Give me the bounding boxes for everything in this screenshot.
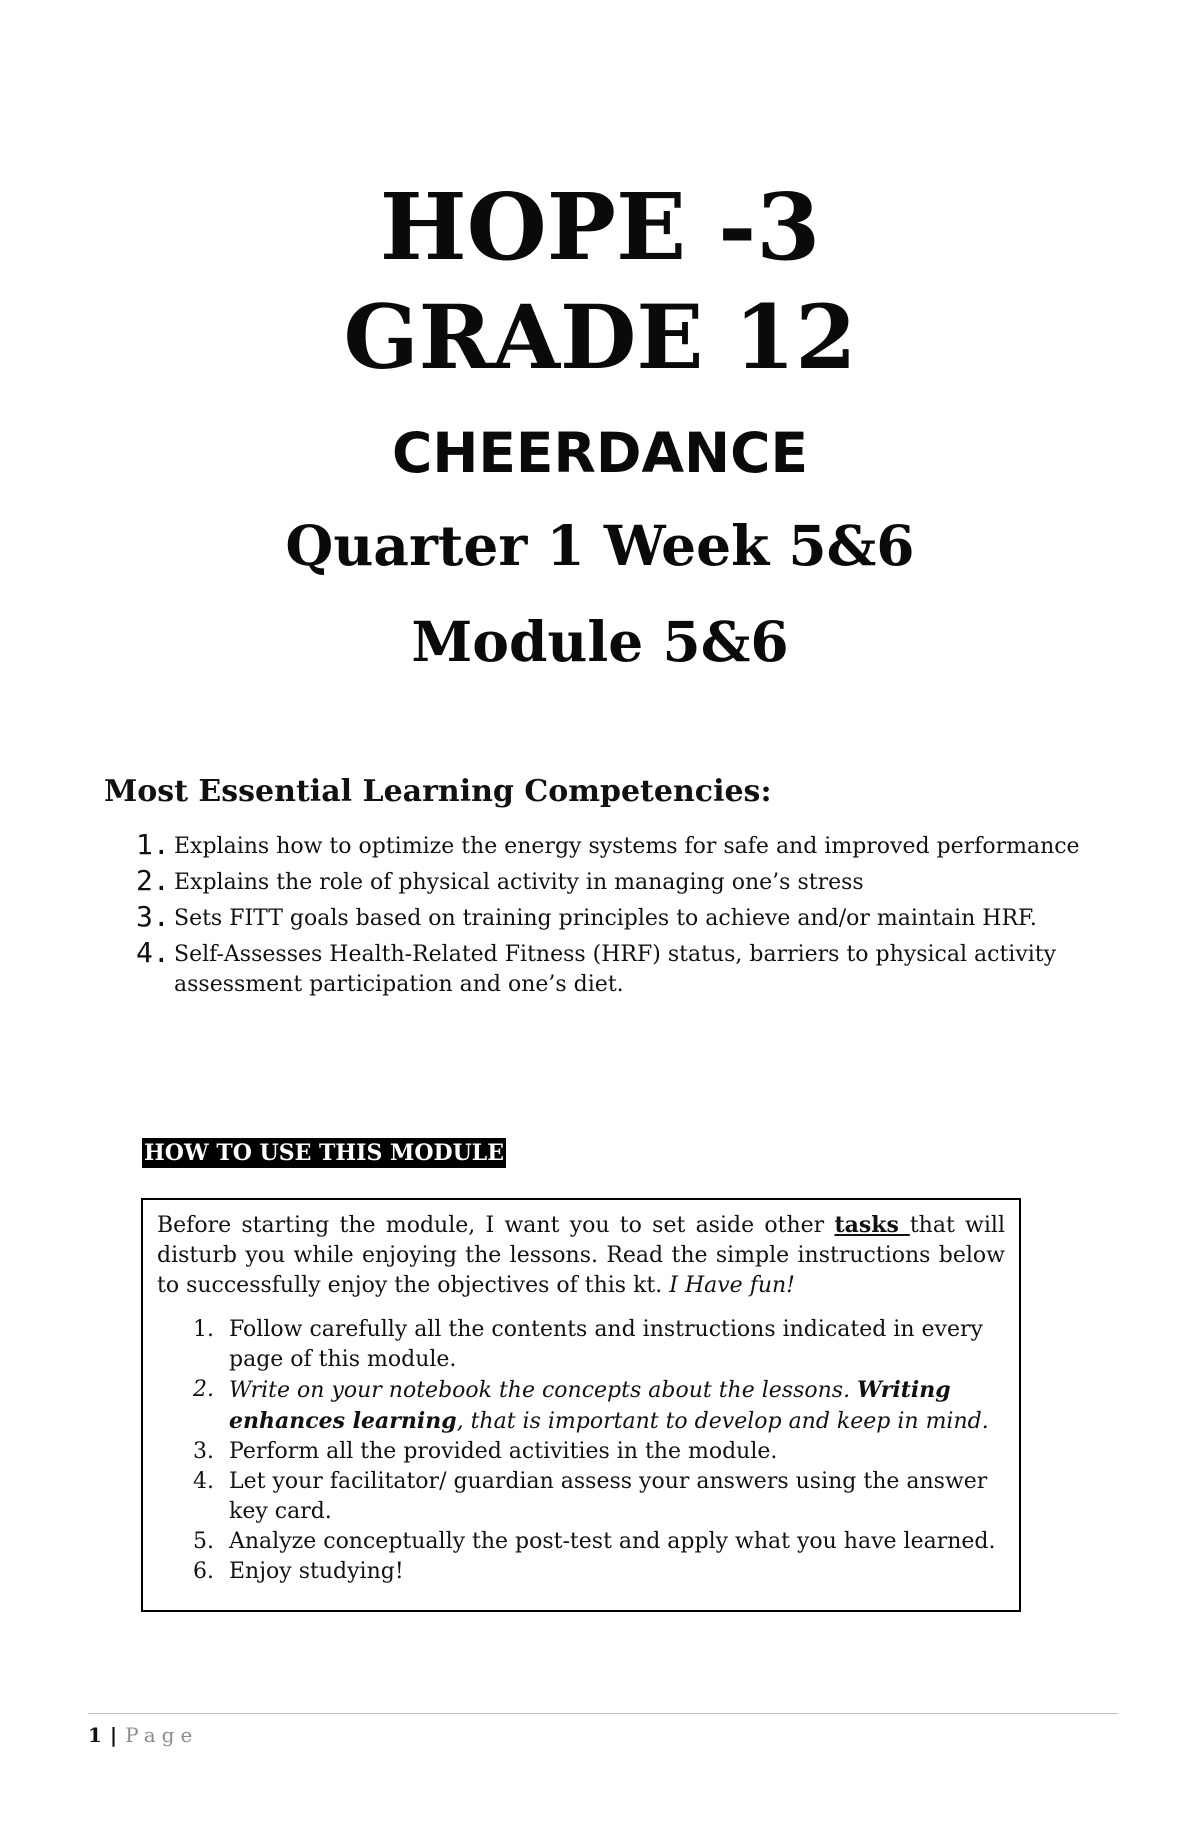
- intro-fun-emphasis: I Have fun!: [669, 1273, 796, 1298]
- how-item: [157, 1375, 1005, 1437]
- page-number: 1: [88, 1723, 102, 1747]
- melc-item: [136, 828, 1096, 862]
- page-label: Page: [125, 1723, 199, 1747]
- how-item: [157, 1315, 1005, 1375]
- intro-text-b: that will disturb you while enjoying the lessons. Read the simple instructions below to successfully enjoy the objectives of this kt.: [157, 1213, 1006, 1298]
- page-footer: [88, 1720, 198, 1750]
- melc-item-number: 3.: [136, 900, 170, 933]
- how-to-use-intro: [157, 1210, 1005, 1301]
- how-item-text: Perform all the provided activities in the module.: [229, 1439, 778, 1464]
- melc-item-text: Explains how to optimize the energy systems for safe and improved performance: [174, 834, 1080, 859]
- melc-item: [136, 864, 1096, 898]
- how-item-number: 6.: [193, 1559, 214, 1584]
- melc-item: [136, 936, 1096, 1000]
- how-item-number: 2.: [193, 1377, 214, 1402]
- intro-text-a: Before starting the module, I want you to set aside other: [157, 1213, 835, 1238]
- footer-divider: [88, 1713, 1118, 1714]
- melc-item-text: Self-Assesses Health-Related Fitness (HRF) status, barriers to physical activity assessment participation and one’s diet.: [174, 942, 1057, 997]
- how-item-text: Let your facilitator/ guardian assess your answers using the answer key card.: [229, 1469, 988, 1524]
- title-quarter-week: Quarter 1 Week 5&6: [285, 513, 915, 578]
- melc-item-text: Sets FITT goals based on training principles to achieve and/or maintain HRF.: [174, 906, 1037, 931]
- melc-item-number: 2.: [136, 864, 170, 897]
- melc-heading: Most Essential Learning Competencies:: [104, 774, 772, 809]
- melc-item-number: 4.: [136, 936, 170, 969]
- how-item-text: Follow carefully all the contents and instructions indicated in every page of this module.: [229, 1317, 983, 1372]
- how-item-number: 1.: [193, 1317, 214, 1342]
- melc-list: [136, 828, 1096, 1006]
- intro-tasks-emphasis: tasks: [834, 1212, 910, 1238]
- how-item: [157, 1467, 1005, 1527]
- how-item-text: Enjoy studying!: [229, 1559, 404, 1584]
- title-topic: CHEERDANCE: [391, 421, 809, 485]
- title-module: Module 5&6: [411, 609, 789, 674]
- how-to-use-box: [141, 1198, 1021, 1612]
- page-separator: |: [109, 1723, 118, 1747]
- how-item-text-a: Write on your notebook the concepts about the lessons.: [229, 1378, 858, 1403]
- how-item: [157, 1527, 1005, 1557]
- how-item-number: 3.: [193, 1439, 214, 1464]
- how-item-text-b: , that is important to develop and keep in mind.: [456, 1409, 989, 1434]
- melc-item-number: 1.: [136, 828, 170, 861]
- title-subject: HOPE -3: [379, 173, 821, 281]
- melc-item-text: Explains the role of physical activity in managing one’s stress: [174, 870, 864, 895]
- how-to-use-heading: HOW TO USE THIS MODULE: [144, 1140, 505, 1166]
- title-grade: GRADE 12: [343, 285, 857, 389]
- how-item: [157, 1557, 1005, 1587]
- how-item: [157, 1437, 1005, 1467]
- how-to-use-list: [157, 1315, 1005, 1587]
- how-item-number: 5.: [193, 1529, 214, 1554]
- how-item-text-bold: Writing enhances learning: [229, 1377, 951, 1434]
- melc-item: [136, 900, 1096, 934]
- how-item-text: Analyze conceptually the post-test and apply what you have learned.: [229, 1529, 996, 1554]
- how-item-number: 4.: [193, 1469, 214, 1494]
